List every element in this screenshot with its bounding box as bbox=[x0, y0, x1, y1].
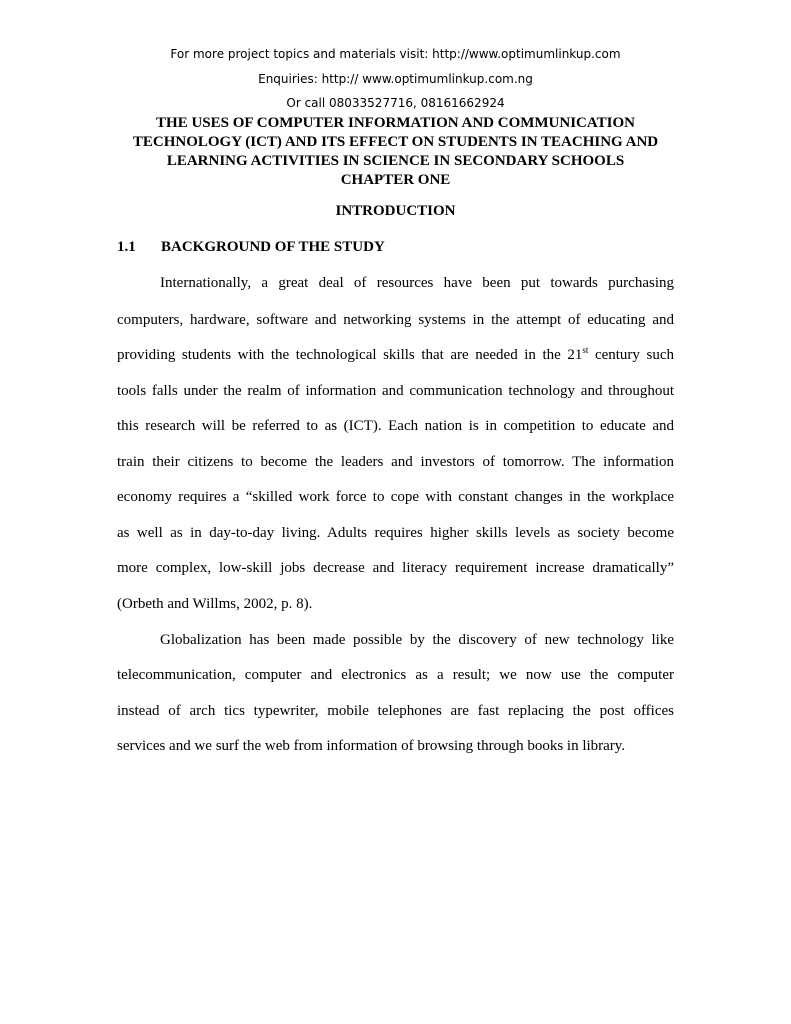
title-line-2: TECHNOLOGY (ICT) AND ITS EFFECT ON STUDENTS IN TEACHING AND bbox=[132, 134, 659, 150]
section-title: BACKGROUND OF THE STUDY bbox=[161, 239, 385, 255]
paragraph2-line-2: telecommunication, computer and electronics as a result; we now use the computer bbox=[117, 667, 674, 683]
paragraph1-line-1: Internationally, a great deal of resources have been put towards purchasing bbox=[160, 275, 674, 291]
paragraph1-line-4: tools falls under the realm of information and communication technology and throughout bbox=[117, 383, 674, 399]
introduction-heading: INTRODUCTION bbox=[335, 203, 456, 219]
title-line-3: LEARNING ACTIVITIES IN SCIENCE IN SECONDARY SCHOOLS bbox=[166, 153, 625, 169]
chapter-heading: CHAPTER ONE bbox=[340, 172, 451, 188]
document-title bbox=[95, 114, 696, 190]
paragraph1-line-5: this research will be referred to as (ICT). Each nation is in competition to educate and bbox=[117, 418, 674, 434]
paragraph1-line-3-tail: century such bbox=[588, 347, 674, 363]
paragraph1-line-7: economy requires a “skilled work force to cope with constant changes in the workplace bbox=[117, 489, 674, 505]
paragraph1-line-9: more complex, low-skill jobs decrease and literacy requirement increase dramatically” bbox=[117, 560, 674, 576]
title-line-1: THE USES OF COMPUTER INFORMATION AND COMMUNICATION bbox=[156, 115, 635, 131]
header-visit-line: For more project topics and materials visit: http://www.optimumlinkup.com bbox=[170, 47, 621, 61]
section-heading bbox=[117, 238, 385, 257]
section-number: 1.1 bbox=[117, 239, 136, 255]
paragraph2-line-1: Globalization has been made possible by the discovery of new technology like bbox=[160, 632, 674, 648]
paragraph2-line-3: instead of arch tics typewriter, mobile telephones are fast replacing the post offices bbox=[117, 703, 674, 719]
paragraph1-line-6: train their citizens to become the leaders and investors of tomorrow. The information bbox=[117, 454, 674, 470]
paragraph1-line-3-text: providing students with the technological skills that are needed in the 21 bbox=[117, 347, 583, 363]
paragraph1-line-8: as well as in day-to-day living. Adults requires higher skills levels as society become bbox=[117, 525, 674, 541]
paragraph1-line-3 bbox=[117, 345, 674, 365]
paragraph1-line-2: computers, hardware, software and networking systems in the attempt of educating and bbox=[117, 312, 674, 328]
paragraph2-line-4: services and we surf the web from information of browsing through books in library. bbox=[117, 738, 626, 754]
header-enquiries-line: Enquiries: http:// www.optimumlinkup.com.ng bbox=[258, 72, 533, 86]
header-phone-line: Or call 08033527716, 08161662924 bbox=[286, 96, 505, 110]
paragraph1-line-10: (Orbeth and Willms, 2002, p. 8). bbox=[117, 596, 313, 612]
ordinal-superscript: st bbox=[582, 345, 589, 355]
